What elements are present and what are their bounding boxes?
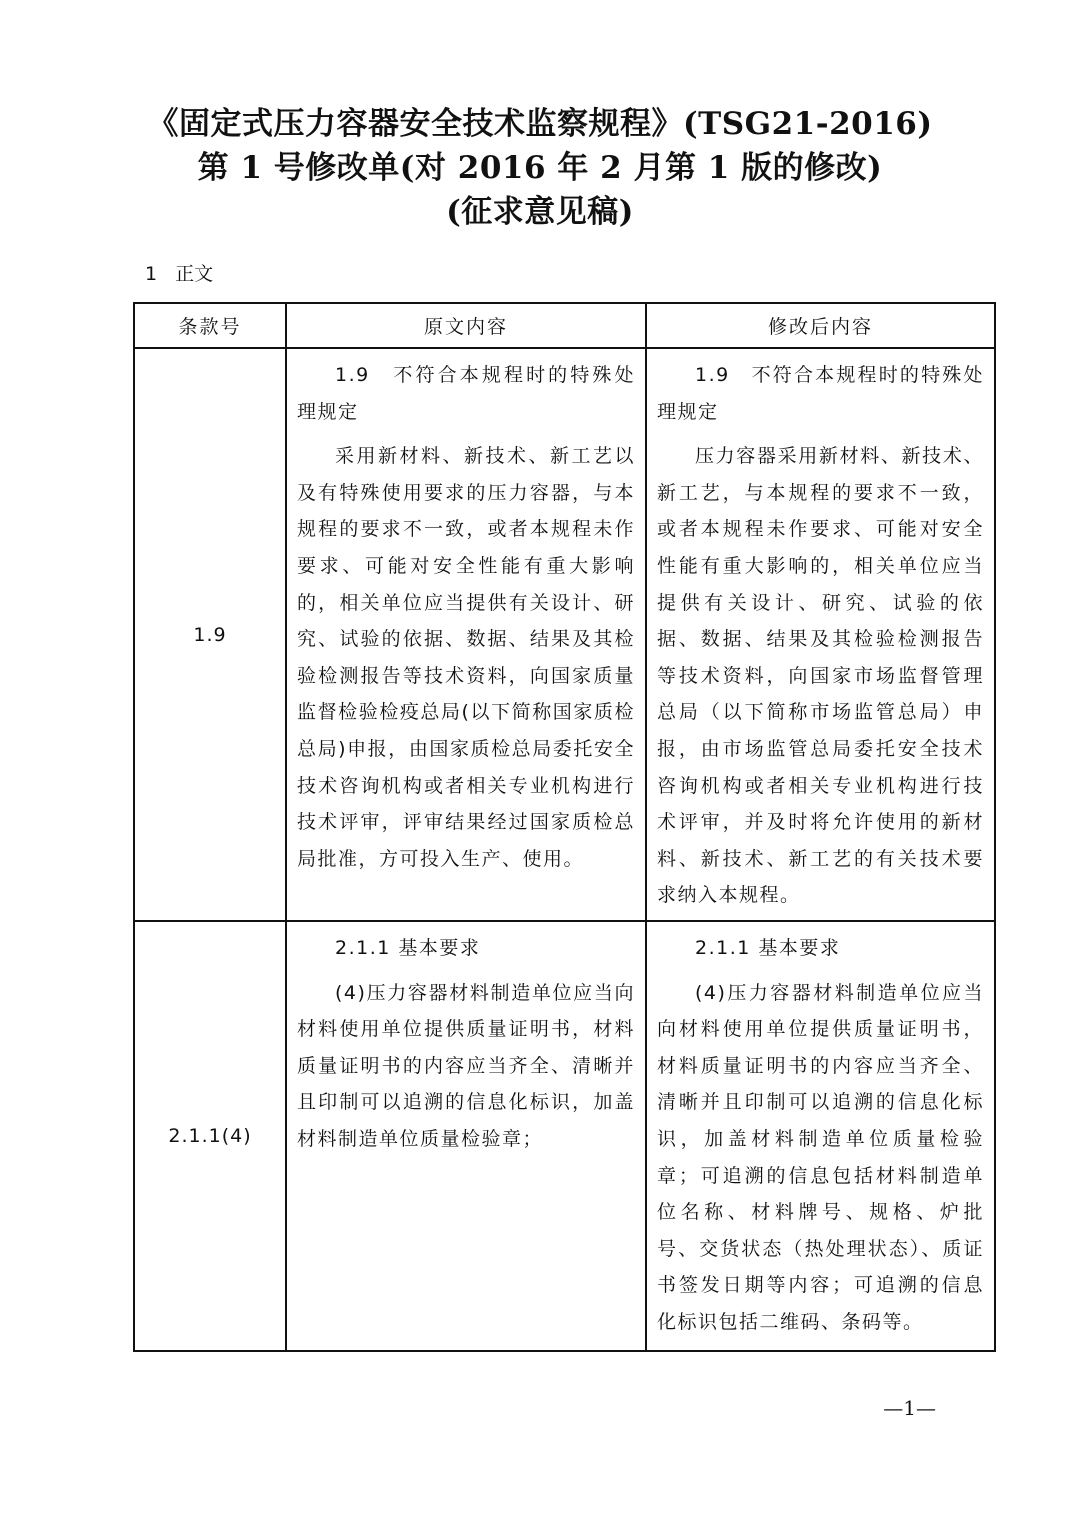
clause-number: 2.1.1(4) [134,921,286,1351]
section-number: 1 [145,263,158,285]
header-revised: 修改后内容 [646,303,995,348]
revised-content [646,348,995,921]
original-content [286,921,646,1351]
clause-text: (4)压力容器材料制造单位应当向材料使用单位提供质量证明书，材料质量证明书的内容应当齐全、清晰并且印制可以追溯的信息化标识，加盖材料制造单位质量检验章； [297,981,635,1150]
page-number: —1— [883,1396,936,1420]
clause-heading: 1.9 不符合本规程时的特殊处理规定 [657,364,984,423]
header-original: 原文内容 [286,303,646,348]
section-label: 正文 [175,263,214,285]
table-row [134,921,995,1351]
title-line-1: 《固定式压力容器安全技术监察规程》(TSG21-2016) [147,106,933,142]
amendment-table [133,302,996,1352]
clause-heading: 2.1.1 基本要求 [695,937,841,959]
clause-text: (4)压力容器材料制造单位应当向材料使用单位提供质量证明书，材料质量证明书的内容应当齐全、清晰并且印制可以追溯的信息化标识，加盖材料制造单位质量检验章；可追溯的信息包括材料制造单位名称、材料牌号、规格、炉批号、交货状态（热处理状态）、质证书签发日期等内容；可追溯的信息化标识包括二维码、条码等。 [657,981,984,1333]
revised-content [646,921,995,1351]
clause-text: 压力容器采用新材料、新技术、新工艺，与本规程的要求不一致，或者本规程未作要求、可能对安全性能有重大影响的，相关单位应当提供有关设计、研究、试验的依据、数据、结果及其检验检测报告等技术资料，向国家市场监督管理总局（以下简称市场监管总局）申报，由市场监管总局委托安全技术咨询机构或者相关专业机构进行技术评审，并及时将允许使用的新材料、新技术、新工艺的有关技术要求纳入本规程。 [657,445,984,907]
original-content [286,348,646,921]
clause-heading: 1.9 不符合本规程时的特殊处理规定 [297,364,635,423]
clause-text: 采用新材料、新技术、新工艺以及有特殊使用要求的压力容器，与本规程的要求不一致，或者本规程未作要求、可能对安全性能有重大影响的，相关单位应当提供有关设计、研究、试验的依据、数据、结果及其检验检测报告等技术资料，向国家质量监督检验检疫总局(以下简称国家质检总局)申报，由国家质检总局委托安全技术咨询机构或者相关专业机构进行技术评审，评审结果经过国家质检总局批准，方可投入生产、使用。 [297,445,635,870]
table-header-row [134,303,995,348]
clause-heading: 2.1.1 基本要求 [335,937,481,959]
section-heading [145,260,213,288]
title-line-3: (征求意见稿) [446,194,634,230]
table-row [134,348,995,921]
document-title [0,102,1080,234]
header-clause: 条款号 [134,303,286,348]
title-line-2: 第 1 号修改单(对 2016 年 2 月第 1 版的修改) [197,150,883,186]
clause-number: 1.9 [134,348,286,921]
